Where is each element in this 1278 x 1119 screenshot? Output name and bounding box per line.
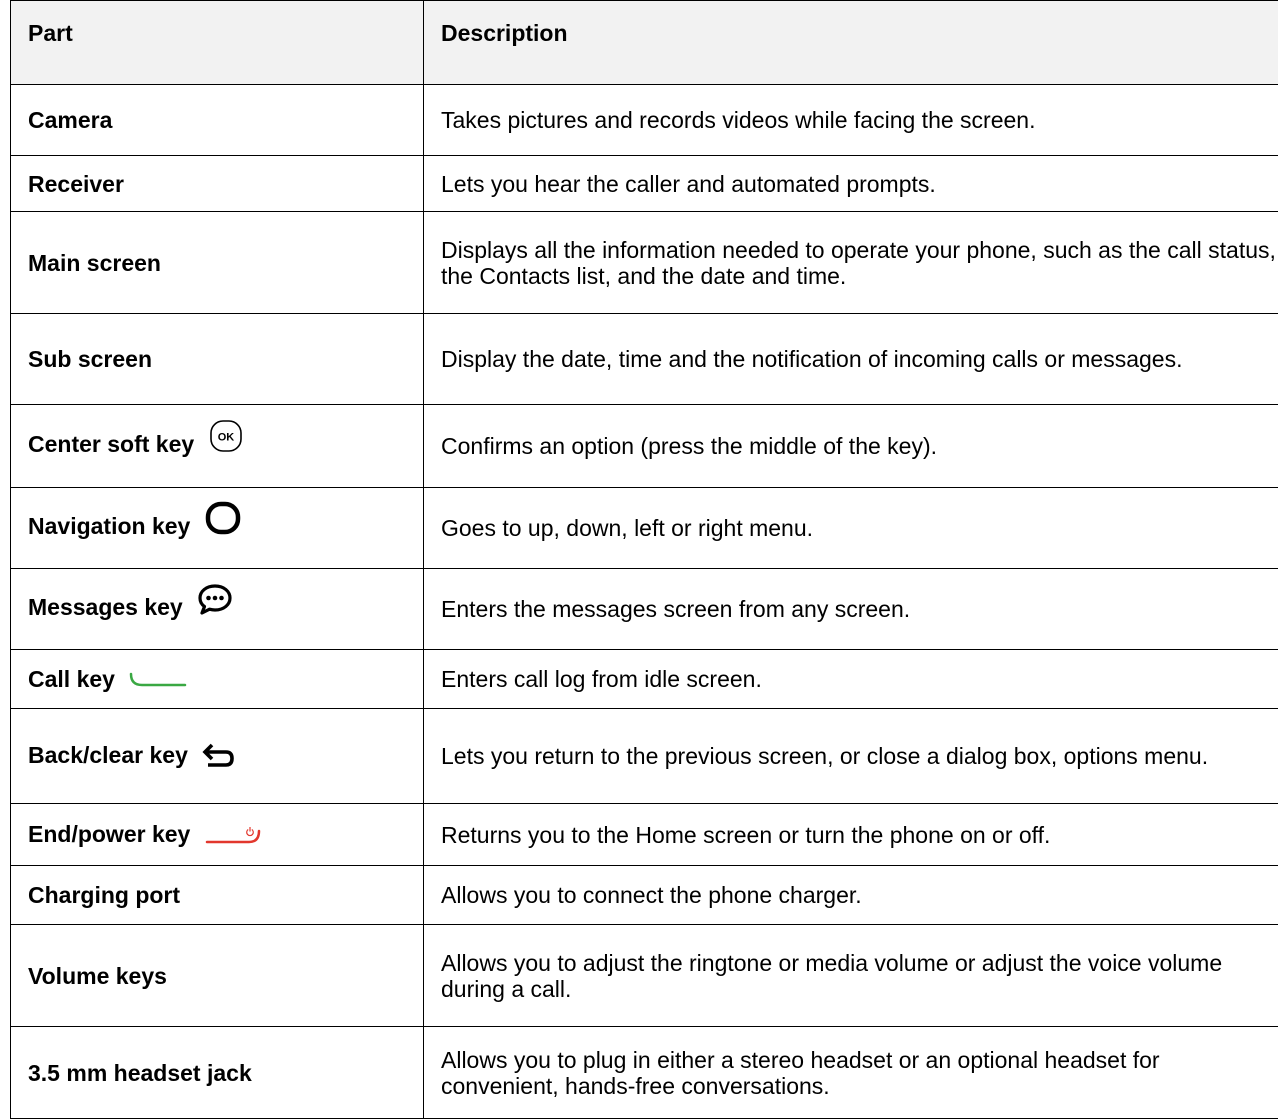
table-row bbox=[11, 1027, 1278, 1119]
part-label: Sub screen bbox=[28, 346, 152, 372]
part-cell bbox=[11, 212, 424, 314]
header-description: Description bbox=[424, 1, 1278, 85]
table-row bbox=[11, 804, 1278, 866]
part-label: Back/clear key bbox=[28, 742, 188, 768]
part-label: Charging port bbox=[28, 882, 180, 908]
part-label: Camera bbox=[28, 107, 112, 133]
part-cell bbox=[11, 156, 424, 212]
table-row bbox=[11, 488, 1278, 569]
description-cell: Goes to up, down, left or right menu. bbox=[424, 488, 1278, 569]
table-row bbox=[11, 709, 1278, 804]
description-cell: Displays all the information needed to operate your phone, such as the call status, the Contacts list, and the date and time. bbox=[424, 212, 1278, 314]
part-label: Navigation key bbox=[28, 513, 190, 539]
table-row bbox=[11, 212, 1278, 314]
part-label: Messages key bbox=[28, 594, 183, 620]
header-part: Part bbox=[11, 1, 424, 85]
part-label: Volume keys bbox=[28, 963, 167, 989]
part-label: End/power key bbox=[28, 821, 190, 847]
description-cell: Confirms an option (press the middle of the key). bbox=[424, 405, 1278, 488]
parts-table bbox=[10, 0, 1278, 1119]
part-cell bbox=[11, 85, 424, 156]
part-cell bbox=[11, 314, 424, 405]
table-row bbox=[11, 650, 1278, 709]
description-cell: Allows you to adjust the ringtone or media volume or adjust the voice volume during a call. bbox=[424, 925, 1278, 1027]
description-cell: Lets you hear the caller and automated prompts. bbox=[424, 156, 1278, 212]
part-cell bbox=[11, 866, 424, 925]
part-cell bbox=[11, 650, 424, 709]
description-cell: Display the date, time and the notification of incoming calls or messages. bbox=[424, 314, 1278, 405]
part-cell bbox=[11, 1027, 424, 1119]
table-row bbox=[11, 925, 1278, 1027]
part-cell bbox=[11, 709, 424, 804]
part-label: Receiver bbox=[28, 171, 124, 197]
navigation-key-icon bbox=[205, 501, 241, 535]
description-cell: Takes pictures and records videos while facing the screen. bbox=[424, 85, 1278, 156]
part-label: Call key bbox=[28, 666, 115, 692]
description-cell: Allows you to connect the phone charger. bbox=[424, 866, 1278, 925]
end-power-key-icon bbox=[205, 824, 263, 848]
part-label: Main screen bbox=[28, 250, 161, 276]
description-cell: Lets you return to the previous screen, or close a dialog box, options menu. bbox=[424, 709, 1278, 804]
part-cell bbox=[11, 405, 424, 488]
ok-key-label: OK bbox=[217, 432, 234, 444]
table-row bbox=[11, 314, 1278, 405]
part-cell bbox=[11, 925, 424, 1027]
description-cell: Enters call log from idle screen. bbox=[424, 650, 1278, 709]
part-cell bbox=[11, 488, 424, 569]
part-cell bbox=[11, 569, 424, 650]
description-cell: Allows you to plug in either a stereo headset or an optional headset for convenient, hands-free conversations. bbox=[424, 1027, 1278, 1119]
part-cell bbox=[11, 804, 424, 866]
table-row bbox=[11, 156, 1278, 212]
description-cell: Returns you to the Home screen or turn the phone on or off. bbox=[424, 804, 1278, 866]
call-key-icon bbox=[129, 672, 187, 690]
part-label: 3.5 mm headset jack bbox=[28, 1060, 252, 1086]
back-key-icon bbox=[202, 742, 236, 770]
table-row bbox=[11, 569, 1278, 650]
description-cell: Enters the messages screen from any screen. bbox=[424, 569, 1278, 650]
table-row bbox=[11, 85, 1278, 156]
table-row bbox=[11, 405, 1278, 488]
table-row bbox=[11, 866, 1278, 925]
table-header-row bbox=[11, 1, 1278, 85]
part-label: Center soft key bbox=[28, 431, 194, 457]
messages-key-icon bbox=[197, 582, 233, 616]
ok-key-icon bbox=[209, 419, 243, 453]
